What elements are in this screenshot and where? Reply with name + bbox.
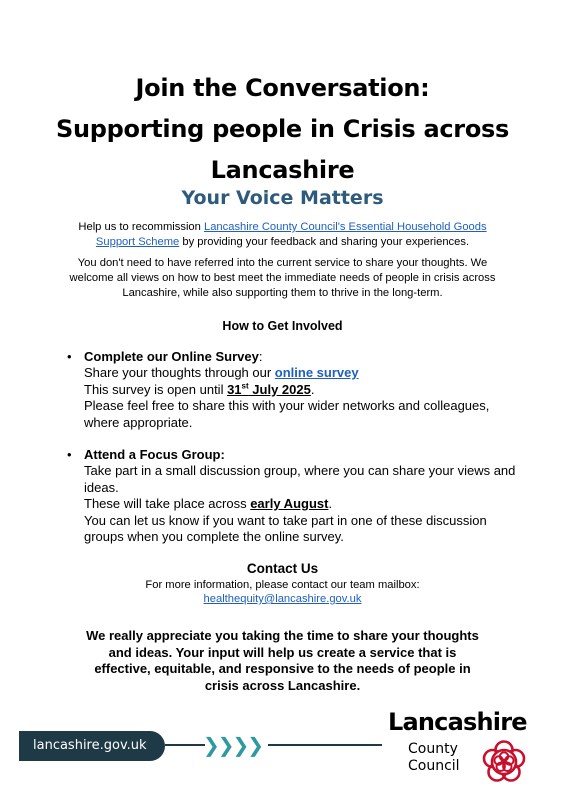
contact-text: For more information, please contact our team mailbox:	[145, 579, 420, 591]
welcome-paragraph: You don't need to have referred into the current service to share your thoughts. We welcome all views on how to best meet the immediate needs of people in crisis across Lancashire, while also supporting them to thrive in the long-term.	[69, 257, 496, 299]
contact-email-link[interactable]: healthequity@lancashire.gov.uk	[203, 593, 362, 605]
survey-line-2: This survey is open until	[84, 381, 228, 397]
survey-date-day: 31	[227, 381, 242, 397]
subtitle: Your Voice Matters	[181, 187, 384, 209]
list-item-survey	[64, 349, 524, 431]
focus-group-line-1: Take part in a small discussion group, where you can share your views and ideas.	[84, 463, 516, 495]
footer-line-left	[165, 744, 205, 746]
focus-group-line-2: These will take place across	[84, 496, 251, 512]
list-item-focus-group	[64, 447, 524, 545]
closing-statement: We really appreciate you taking the time to share your thoughts and ideas. Your input will help us create a service that is effective, equitable, and responsive to the needs of people in crisis across Lancashire.	[86, 628, 479, 693]
title-line-1: Join the Conversation:	[135, 74, 430, 102]
bullet-icon: •	[67, 349, 72, 364]
intro-paragraph	[62, 220, 503, 250]
title-line-2: Supporting people in Crisis across	[56, 115, 509, 143]
how-to-get-involved-heading: How to Get Involved	[222, 319, 343, 333]
bullet-icon: •	[67, 447, 72, 463]
survey-line-3: Please feel free to share this with your wider networks and colleagues, where appropriate.	[84, 398, 490, 430]
brand-subtitle-line-1: County	[408, 741, 458, 757]
scheme-link[interactable]: Lancashire County Council's Essential Household Goods Support Scheme	[95, 221, 487, 248]
online-survey-link[interactable]: online survey	[274, 365, 359, 381]
footer-line-right	[268, 744, 382, 746]
involvement-list	[64, 349, 524, 545]
focus-group-line-3: You can let us know if you want to take part in one of these discussion groups when you complete the online survey.	[84, 512, 487, 545]
intro-text-before: Help us to recommission	[78, 221, 204, 233]
red-rose-icon	[481, 739, 527, 785]
focus-group-timing: early August	[250, 496, 329, 512]
contact-section	[0, 561, 565, 606]
brand-subtitle-line-2: Council	[408, 758, 460, 774]
brand-name: Lancashire	[388, 708, 527, 736]
survey-heading: Complete our Online Survey	[84, 349, 259, 364]
chevron-arrows-icon: ❯❯❯❯	[203, 733, 263, 757]
brand-subtitle	[408, 741, 460, 775]
survey-line-1: Share your thoughts through our	[84, 365, 275, 381]
survey-close-date	[227, 382, 311, 397]
title-line-3: Lancashire	[210, 156, 355, 184]
focus-group-heading: Attend a Focus Group:	[84, 447, 225, 463]
survey-line-2-end: .	[310, 381, 315, 397]
intro-text-after: by providing your feedback and sharing your experiences.	[179, 236, 470, 248]
survey-date-suffix: st	[241, 381, 249, 391]
survey-date-rest: July 2025	[248, 381, 311, 397]
website-pill[interactable]: lancashire.gov.uk	[19, 731, 165, 761]
survey-heading-colon: :	[258, 349, 263, 364]
contact-heading: Contact Us	[246, 561, 319, 576]
focus-group-line-2-end: .	[328, 496, 333, 512]
lancashire-county-council-logo	[388, 708, 548, 788]
page-title	[0, 68, 565, 191]
